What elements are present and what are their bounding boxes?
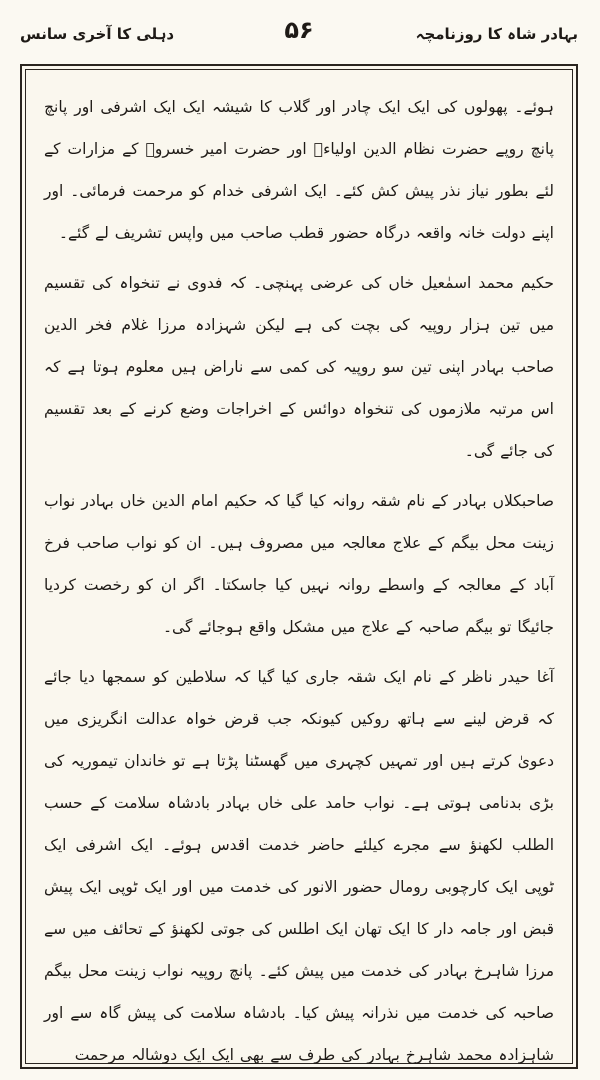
header-chapter-title: دہلی کا آخری سانس — [20, 25, 175, 43]
text-frame — [20, 64, 578, 1069]
page-header — [20, 14, 578, 54]
paragraph: حکیم محمد اسمٰعیل خاں کی عرضی پہنچی۔ کہ فدوی نے تنخواہ کی تقسیم میں تین ہزار روپیہ کی بچت کی ہے لیکن شہزادہ مرزا غلام فخر الدین صاحب بہادر اپنی تین سو روپیہ کی کمی سے ناراض ہیں معلوم ہوتا ہے کہ اس مرتبہ ملازموں کی تنخواہ دوائس کے اخراجات وضع کرنے کے بعد تقسیم کی جائے گی۔ — [44, 274, 554, 460]
paragraph: آغا حیدر ناظر کے نام ایک شقہ جاری کیا گیا کہ سلاطین کو سمجھا دیا جائے کہ قرض لینے سے ہاتھ روکیں کیونکہ جب قرض خواہ عدالت انگریزی میں دعویٰ کرتے ہیں اور تمہیں کچہری میں گھسٹنا پڑتا ہے تو خاندان تیموریہ کی بڑی بدنامی ہوتی ہے۔ نواب حامد علی خاں بہادر بادشاہ سلامت کے حسب الطلب لکھنؤ سے مجرے کیلئے حاضر خدمت اقدس ہوئے۔ ایک اشرفی ایک ٹوپی ایک کارچوبی رومال حضور الانور کی خدمت میں اور ایک ٹوپی ایک پیش قبض اور جامہ دار کا ایک تھان ایک اطلس کی جوتی لکھنؤ کے تحائف میں سے مرزا شاہرخ بہادر کی خدمت میں پیش کئے۔ پانچ روپیہ نواب زینت محل بیگم صاحبہ کی خدمت میں نذرانہ پیش کیا۔ بادشاہ سلامت کی پیش گاہ سے اور شاہزادہ محمد شاہرخ بہادر کی طرف سے بھی ایک ایک دوشالہ مرحمت — [44, 668, 554, 1064]
paragraph: ہوئے۔ پھولوں کی ایک ایک چادر اور گلاب کا شیشہ ایک ایک اشرفی اور پانچ پانچ روپے حضرت نظام الدین اولیاءؒ اور حضرت امیر خسروؒ کے مزارات کے لئے بطور نیاز نذر پیش کش کئے۔ ایک اشرفی خدام کو مرحمت فرمائی۔ اور اپنے دولت خانہ واقعہ درگاہ حضور قطب صاحب میں واپس تشریف لے گئے۔ — [44, 98, 554, 242]
header-book-title: بہادر شاہ کا روزنامچہ — [415, 25, 578, 43]
paragraph: صاحبکلاں بہادر کے نام شقہ روانہ کیا گیا کہ حکیم امام الدین خاں بہادر نواب زینت محل بیگم کے علاج معالجہ میں مصروف ہیں۔ ان کو نواب صاحب فرخ آباد کے معالجہ کے واسطے روانہ نہیں کیا جاسکتا۔ اگر ان کو رخصت کردیا جائیگا تو بیگم صاحبہ کے علاج میں مشکل واقع ہوجائے گی۔ — [44, 492, 554, 636]
body-text — [44, 86, 554, 1064]
page-number: ۵۶ — [284, 16, 314, 44]
